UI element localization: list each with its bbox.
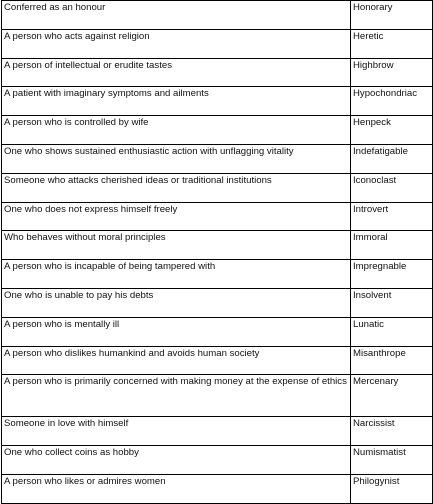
vocabulary-table [1,0,433,504]
word-cell: Highbrow [351,58,433,87]
definition-cell: A person who is incapable of being tampered with [2,260,351,289]
word-cell: Lunatic [351,317,433,346]
table-row [2,231,433,260]
vocabulary-table-body [2,1,433,504]
word-cell: Hypochondriac [351,87,433,116]
table-row [2,417,433,446]
definition-cell: Conferred as an honour [2,1,351,30]
definition-cell: Who behaves without moral principles [2,231,351,260]
table-row [2,202,433,231]
table-row [2,87,433,116]
word-cell: Henpeck [351,116,433,145]
word-cell: Heretic [351,29,433,58]
word-cell: Iconoclast [351,173,433,202]
word-cell: Misanthrope [351,346,433,375]
word-cell: Introvert [351,202,433,231]
word-cell: Impregnable [351,260,433,289]
word-cell: Indefatigable [351,144,433,173]
definition-cell: One who is unable to pay his debts [2,288,351,317]
word-cell: Narcissist [351,417,433,446]
definition-cell: A person who is mentally ill [2,317,351,346]
table-row [2,288,433,317]
definition-cell: A person who acts against religion [2,29,351,58]
table-row [2,375,433,417]
table-row [2,446,433,475]
word-cell: Honorary [351,1,433,30]
definition-cell: A person who is primarily concerned with making money at the expense of ethics [2,375,351,417]
definition-cell: One who collect coins as hobby [2,446,351,475]
word-cell: Philogynist [351,474,433,503]
definition-cell: A person who is controlled by wife [2,116,351,145]
table-row [2,173,433,202]
word-cell: Immoral [351,231,433,260]
definition-cell: A person who dislikes humankind and avoids human society [2,346,351,375]
definition-cell: One who does not express himself freely [2,202,351,231]
table-row [2,116,433,145]
table-row [2,346,433,375]
table-row [2,317,433,346]
table-row [2,260,433,289]
definition-cell: A person who likes or admires women [2,474,351,503]
word-cell: Insolvent [351,288,433,317]
definition-cell: Someone who attacks cherished ideas or traditional institutions [2,173,351,202]
table-row [2,144,433,173]
definition-cell: A patient with imaginary symptoms and ailments [2,87,351,116]
word-cell: Mercenary [351,375,433,417]
word-cell: Numismatist [351,446,433,475]
table-row [2,474,433,503]
table-row [2,29,433,58]
definition-cell: A person of intellectual or erudite tastes [2,58,351,87]
definition-cell: One who shows sustained enthusiastic action with unflagging vitality [2,144,351,173]
definition-cell: Someone in love with himself [2,417,351,446]
table-row [2,58,433,87]
table-row [2,1,433,30]
